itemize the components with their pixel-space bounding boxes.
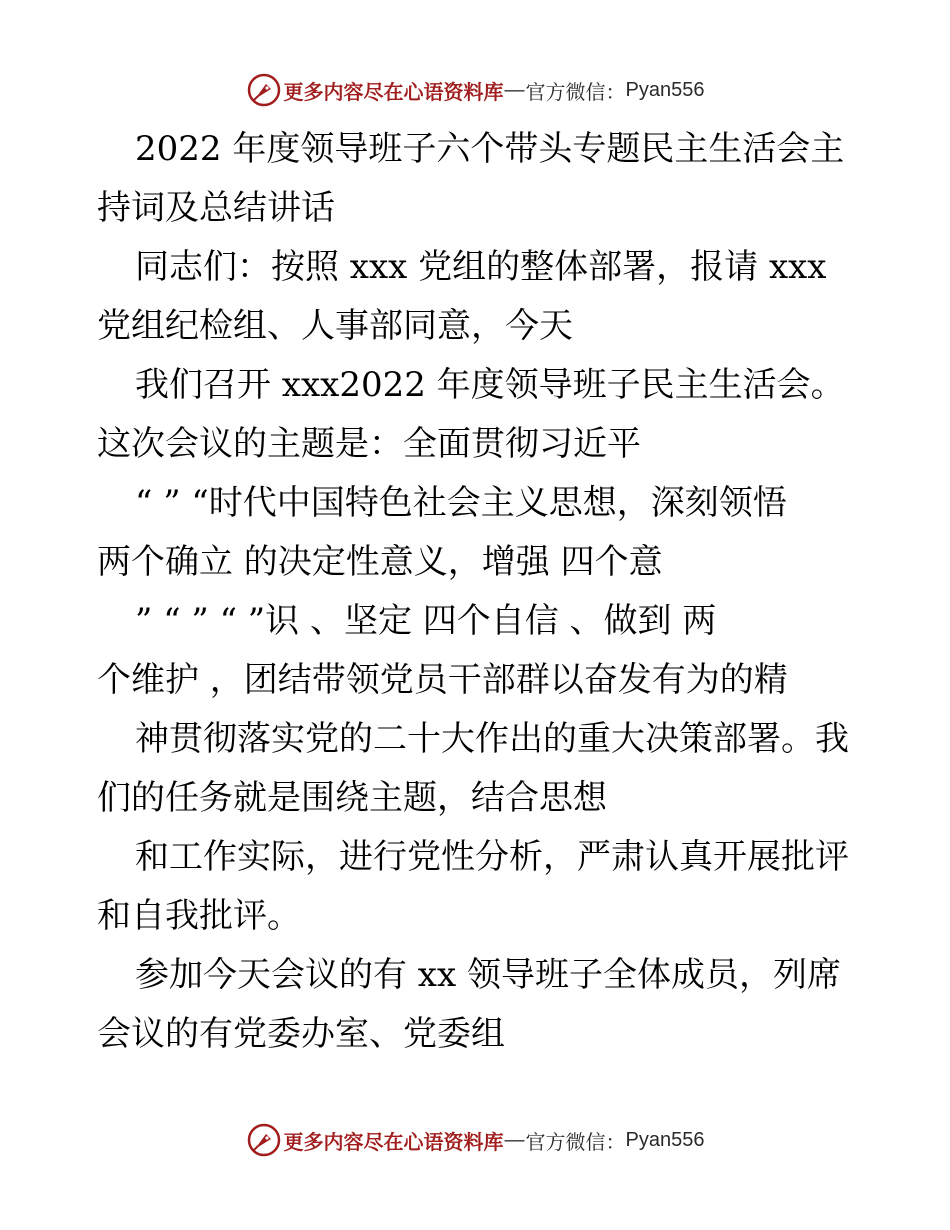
banner-wechat-id: Pyan556 (625, 78, 705, 101)
text-line: 我们召开 xxx2022 年度领导班子民主生活会。 (135, 365, 845, 405)
banner-dash: — (504, 1128, 525, 1151)
text-line: 2022 年度领导班子六个带头专题民主生活会主 (135, 129, 845, 169)
banner-wechat-label: 官方微信： (525, 79, 626, 104)
banner-wechat-id: Pyan556 (625, 1128, 705, 1151)
text-line: “ ” “时代中国特色社会主义思想，深刻领悟 (135, 483, 787, 523)
footer-banner (0, 1120, 950, 1160)
text-line: 同志们：按照 xxx 党组的整体部署，报请 xxx (135, 247, 827, 287)
text-line: 会议的有党委办室、党委组 (97, 1014, 505, 1054)
header-banner (0, 70, 950, 110)
text-line: 参加今天会议的有 xx 领导班子全体成员，列席 (135, 955, 841, 995)
banner-wechat-label: 官方微信： (525, 1129, 626, 1154)
text-line: 们的任务就是围绕主题，结合思想 (97, 778, 607, 818)
document-body (97, 120, 853, 1064)
banner-main-text: 更多内容尽在心语资料库 (283, 1129, 504, 1154)
text-line: 两个确立 的决定性意义，增强 四个意 (97, 542, 663, 582)
pen-nib-circle-logo-icon (246, 1122, 282, 1158)
banner-main-text: 更多内容尽在心语资料库 (283, 79, 504, 104)
banner-dash: — (504, 78, 525, 101)
text-line: 这次会议的主题是：全面贯彻习近平 (97, 424, 641, 464)
text-line: 神贯彻落实党的二十大作出的重大决策部署。我 (135, 719, 849, 759)
text-line: 个维护 ，团结带领党员干部群以奋发有为的精 (97, 660, 788, 700)
pen-nib-circle-logo-icon (246, 72, 282, 108)
text-line: 和工作实际，进行党性分析，严肃认真开展批评 (135, 837, 849, 877)
text-line: 党组纪检组、人事部同意，今天 (97, 306, 573, 346)
text-line: ” “ ” “ ”识 、坚定 四个自信 、做到 两 (135, 601, 717, 641)
text-line: 持词及总结讲话 (97, 188, 335, 228)
text-line: 和自我批评。 (97, 896, 301, 936)
